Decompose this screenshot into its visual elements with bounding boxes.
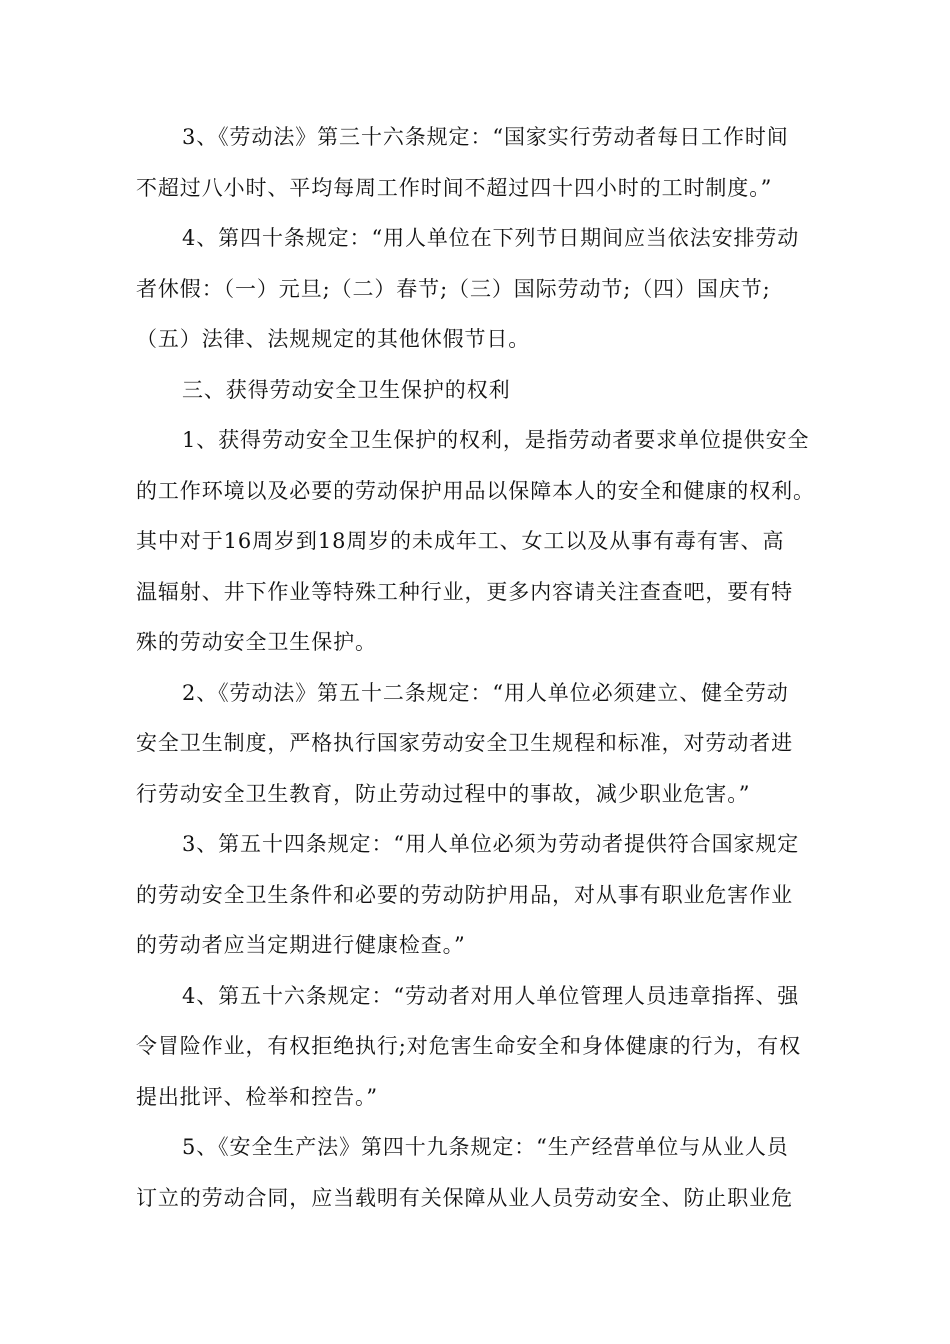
text-line: 3、第五十四条规定：“用人单位必须为劳动者提供符合国家规定: [182, 832, 800, 856]
text-line: 的劳动安全卫生条件和必要的劳动防护用品，对从事有职业危害作业: [136, 882, 793, 907]
text-line: （五）法律、法规规定的其他休假节日。: [136, 327, 531, 351]
text-line: 提出批评、检举和控告。”: [136, 1084, 379, 1109]
text-line: 的工作环境以及必要的劳动保护用品以保障本人的安全和健康的权利。: [136, 478, 815, 503]
text-line: 4、第四十条规定：“用人单位在下列节日期间应当依法安排劳动: [182, 226, 800, 250]
text-line: 4、第五十六条规定：“劳动者对用人单位管理人员违章指挥、强: [182, 983, 800, 1008]
text-line: 5、《安全生产法》第四十九条规定：“生产经营单位与从业人员: [182, 1135, 789, 1159]
text-line: 3、《劳动法》第三十六条规定：“国家实行劳动者每日工作时间: [182, 125, 789, 149]
section-heading: 三、获得劳动安全卫生保护的权利: [182, 377, 511, 402]
text-line: 者休假：（一）元旦;（二）春节;（三）国际劳动节;（四）国庆节;: [136, 276, 771, 301]
text-line: 温辐射、井下作业等特殊工种行业，更多内容请关注查查吧，要有特: [136, 579, 793, 604]
text-line: 2、《劳动法》第五十二条规定：“用人单位必须建立、健全劳动: [182, 680, 789, 705]
text-line: 安全卫生制度，严格执行国家劳动安全卫生规程和标准，对劳动者进: [136, 731, 793, 755]
text-line: 殊的劳动安全卫生保护。: [136, 630, 377, 654]
text-line: 1、获得劳动安全卫生保护的权利，是指劳动者要求单位提供安全: [182, 428, 810, 452]
text-line: 的劳动者应当定期进行健康检查。”: [136, 933, 466, 957]
document-page: [136, 112, 824, 1223]
text-line: 其中对于16周岁到18周岁的未成年工、女工以及从事有毒有害、高: [136, 529, 785, 553]
text-line: 令冒险作业，有权拒绝执行;对危害生命安全和身体健康的行为，有权: [136, 1034, 801, 1058]
text-line: 订立的劳动合同，应当载明有关保障从业人员劳动安全、防止职业危: [136, 1185, 793, 1210]
text-line: 行劳动安全卫生教育，防止劳动过程中的事故，减少职业危害。”: [136, 781, 751, 806]
text-line: 不超过八小时、平均每周工作时间不超过四十四小时的工时制度。”: [136, 175, 773, 200]
